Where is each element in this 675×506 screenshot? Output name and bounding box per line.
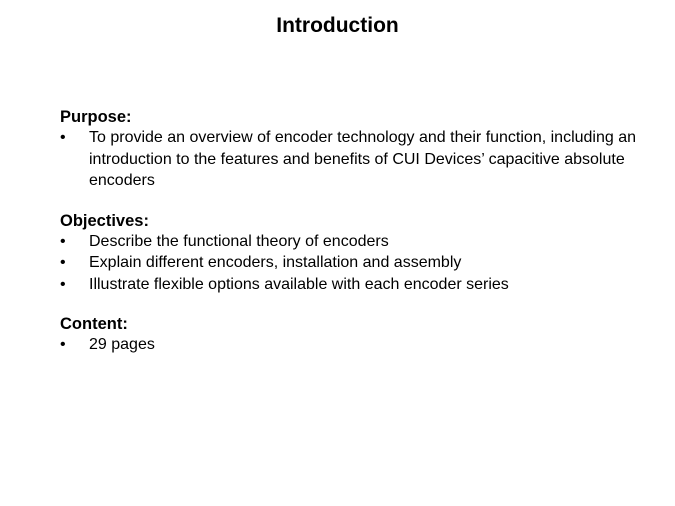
bullet-text: 29 pages xyxy=(89,336,155,353)
objectives-heading: Objectives: xyxy=(60,211,149,230)
bullet-icon: • xyxy=(60,275,66,293)
objectives-list xyxy=(60,231,640,296)
purpose-heading: Purpose: xyxy=(60,108,132,126)
bullet-icon: • xyxy=(60,254,66,271)
purpose-list xyxy=(60,127,640,192)
bullet-icon: • xyxy=(60,232,66,250)
list-item xyxy=(60,231,640,253)
content-section xyxy=(60,314,640,356)
purpose-section xyxy=(60,107,640,192)
bullet-icon: • xyxy=(60,336,66,353)
content-list xyxy=(60,334,640,356)
list-item xyxy=(60,127,640,192)
bullet-icon: • xyxy=(60,129,66,146)
list-item xyxy=(60,334,640,356)
content-heading: Content: xyxy=(60,315,128,333)
slide-title: Introduction xyxy=(276,14,399,37)
bullet-text: Explain different encoders, installation and assembly xyxy=(89,254,462,271)
list-item xyxy=(60,274,640,296)
slide-content xyxy=(60,107,640,375)
list-item xyxy=(60,252,640,274)
objectives-section xyxy=(60,211,640,296)
bullet-text: To provide an overview of encoder technology and their function, including an introduction to the features and benefits of CUI Devices’ capacitive absolute encoders xyxy=(89,129,637,189)
bullet-text: Illustrate flexible options available with each encoder series xyxy=(89,275,509,293)
bullet-text: Describe the functional theory of encoders xyxy=(89,232,389,250)
